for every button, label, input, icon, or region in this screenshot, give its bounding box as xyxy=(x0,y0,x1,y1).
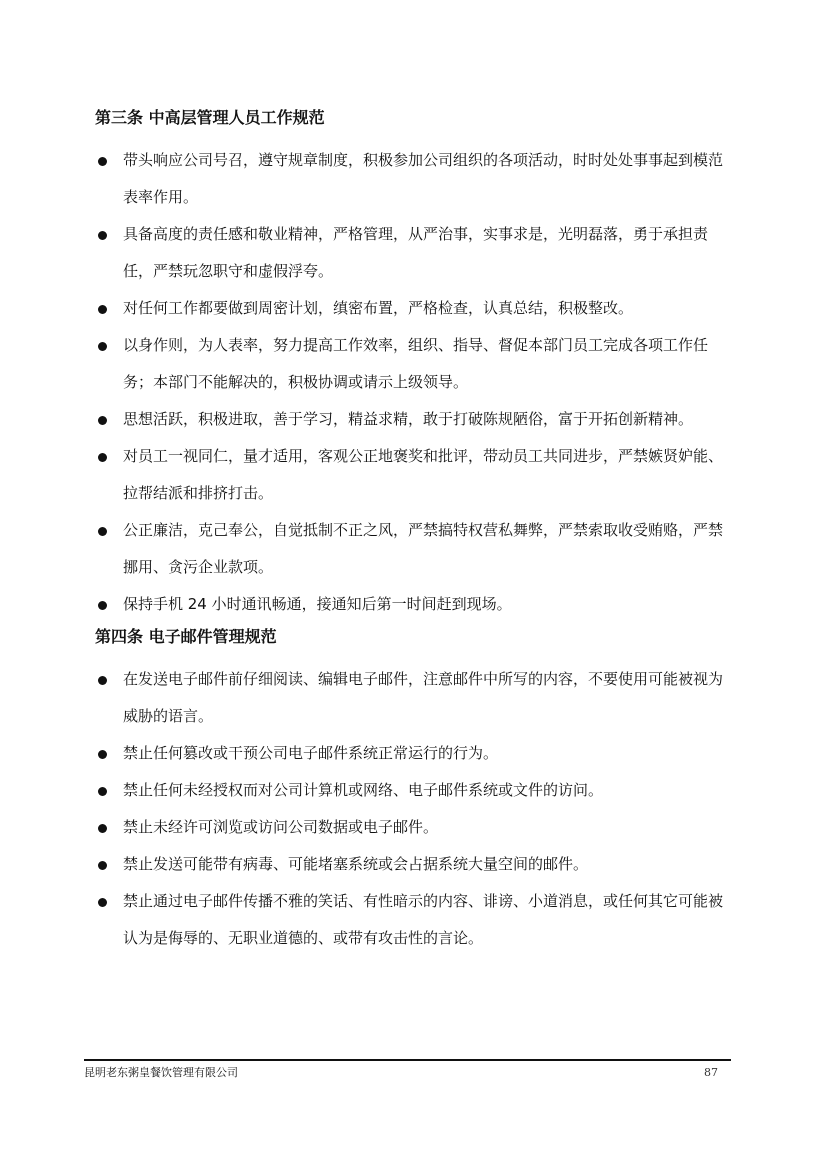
list-item-text: 公正廉洁，克己奉公，自觉抵制不正之风，严禁搞特权营私舞弊，严禁索取收受贿赂，严禁挪用、贪污企业款项。 xyxy=(123,521,724,576)
bullet-icon xyxy=(98,601,107,610)
list-item xyxy=(95,772,725,809)
list-item xyxy=(95,735,725,772)
list-item-text: 禁止通过电子邮件传播不雅的笑话、有性暗示的内容、诽谤、小道消息，或任何其它可能被认为是侮辱的、无职业道德的、或带有攻击性的言论。 xyxy=(123,892,724,947)
list-item xyxy=(95,846,725,883)
bullet-icon xyxy=(98,861,107,870)
section-3-heading: 第三条 中高层管理人员工作规范 xyxy=(95,108,325,127)
bullet-icon xyxy=(98,527,107,536)
list-item xyxy=(95,142,725,216)
list-item xyxy=(95,586,725,623)
bullet-icon xyxy=(98,453,107,462)
list-item-text: 禁止任何篡改或干预公司电子邮件系统正常运行的行为。 xyxy=(123,744,499,762)
list-item xyxy=(95,290,725,327)
list-item xyxy=(95,327,725,401)
list-item xyxy=(95,438,725,512)
list-item-text: 在发送电子邮件前仔细阅读、编辑电子邮件，注意邮件中所写的内容，不要使用可能被视为威胁的语言。 xyxy=(123,670,724,725)
bullet-icon xyxy=(98,750,107,759)
list-item-text: 保持手机 24 小时通讯畅通，接通知后第一时间赶到现场。 xyxy=(123,595,512,613)
list-item-text: 禁止未经许可浏览或访问公司数据或电子邮件。 xyxy=(123,818,439,836)
list-item-text: 对任何工作都要做到周密计划，缜密布置，严格检查，认真总结，积极整改。 xyxy=(123,299,634,317)
section-4-heading: 第四条 电子邮件管理规范 xyxy=(95,627,277,646)
list-item-text: 禁止任何未经授权而对公司计算机或网络、电子邮件系统或文件的访问。 xyxy=(123,781,604,799)
list-item xyxy=(95,661,725,735)
footer-page-number: 87 xyxy=(704,1066,718,1079)
page-content xyxy=(95,104,725,957)
bullet-icon xyxy=(98,231,107,240)
section-3 xyxy=(95,104,725,623)
list-item-text: 以身作则，为人表率，努力提高工作效率，组织、指导、督促本部门员工完成各项工作任务；本部门不能解决的，积极协调或请示上级领导。 xyxy=(123,336,709,391)
footer-company-name: 昆明老东粥皇餐饮管理有限公司 xyxy=(84,1066,238,1079)
bullet-icon xyxy=(98,157,107,166)
list-item xyxy=(95,883,725,957)
list-item-text: 禁止发送可能带有病毒、可能堵塞系统或会占据系统大量空间的邮件。 xyxy=(123,855,589,873)
list-item-text: 对员工一视同仁，量才适用，客观公正地褒奖和批评，带动员工共同进步，严禁嫉贤妒能、拉帮结派和排挤打击。 xyxy=(123,447,724,502)
list-item xyxy=(95,216,725,290)
list-item-text: 带头响应公司号召，遵守规章制度，积极参加公司组织的各项活动，时时处处事事起到模范表率作用。 xyxy=(123,151,724,206)
list-item xyxy=(95,512,725,586)
list-item-text: 思想活跃，积极进取，善于学习，精益求精，敢于打破陈规陋俗，富于开拓创新精神。 xyxy=(123,410,694,428)
list-item xyxy=(95,809,725,846)
list-item-text: 具备高度的责任感和敬业精神，严格管理，从严治事，实事求是，光明磊落，勇于承担责任，严禁玩忽职守和虚假浮夸。 xyxy=(123,225,709,280)
section-3-list xyxy=(95,142,725,623)
list-item xyxy=(95,401,725,438)
bullet-icon xyxy=(98,416,107,425)
bullet-icon xyxy=(98,676,107,685)
footer-divider xyxy=(84,1059,731,1061)
section-4 xyxy=(95,623,725,957)
section-4-list xyxy=(95,661,725,957)
bullet-icon xyxy=(98,898,107,907)
bullet-icon xyxy=(98,305,107,314)
bullet-icon xyxy=(98,787,107,796)
bullet-icon xyxy=(98,824,107,833)
bullet-icon xyxy=(98,342,107,351)
